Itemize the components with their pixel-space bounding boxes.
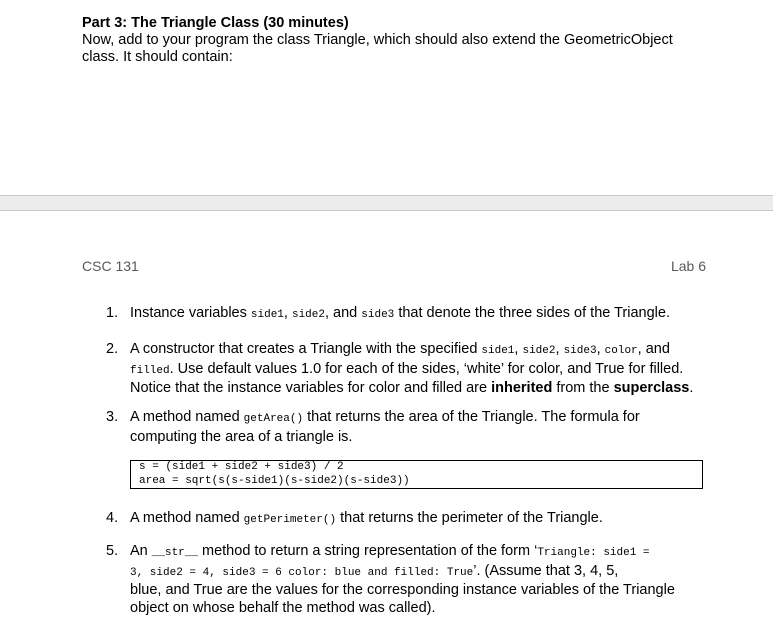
list-item: 3. A method named getArea() that returns the area of the Triangle. The formula for computing the area of a triangle is. bbox=[106, 409, 640, 445]
list-item: 5. An __str__ method to return a string representation of the form ‘Triangle: side1 = 3, side2 = 4, side3 = 6 color: blue and filled: True’. (Assume that 3, 4, 5, blue, and True are the values for the corresponding instance variables of the Triangle object on whose behalf the method was called). bbox=[106, 543, 675, 616]
list-item: 4. A method named getPerimeter() that returns the perimeter of the Triangle. bbox=[106, 510, 603, 526]
course-header: CSC 131 bbox=[82, 258, 139, 274]
item-number: 5. bbox=[106, 543, 119, 559]
part3-intro-line1: Now, add to your program the class Triangle, which should also extend the GeometricObject bbox=[82, 32, 673, 48]
item-number: 4. bbox=[106, 510, 119, 526]
part3-section bbox=[82, 15, 722, 66]
page-break bbox=[0, 195, 773, 211]
item-number: 1. bbox=[106, 305, 119, 321]
list-item: 1. Instance variables side1, side2, and side3 that denote the three sides of the Triangle. bbox=[106, 305, 670, 321]
part3-intro-line2: class. It should contain: bbox=[82, 49, 233, 65]
code-line: area = sqrt(s(s-side1)(s-side2)(s-side3)) bbox=[139, 474, 410, 487]
item-number: 3. bbox=[106, 409, 119, 425]
lab-header: Lab 6 bbox=[670, 258, 706, 274]
area-formula-code-box bbox=[130, 460, 703, 489]
part3-title: Part 3: The Triangle Class (30 minutes) bbox=[82, 15, 349, 31]
code-line: s = (side1 + side2 + side3) / 2 bbox=[139, 461, 344, 473]
item-number: 2. bbox=[106, 341, 119, 357]
list-item: 2. A constructor that creates a Triangle with the specified side1, side2, side3, color, and filled. Use default values 1.0 for each of the sides, ‘white’ for color, and True for filled. Notice that the instance variables for color and filled are inherited from the superclass. bbox=[106, 341, 694, 396]
